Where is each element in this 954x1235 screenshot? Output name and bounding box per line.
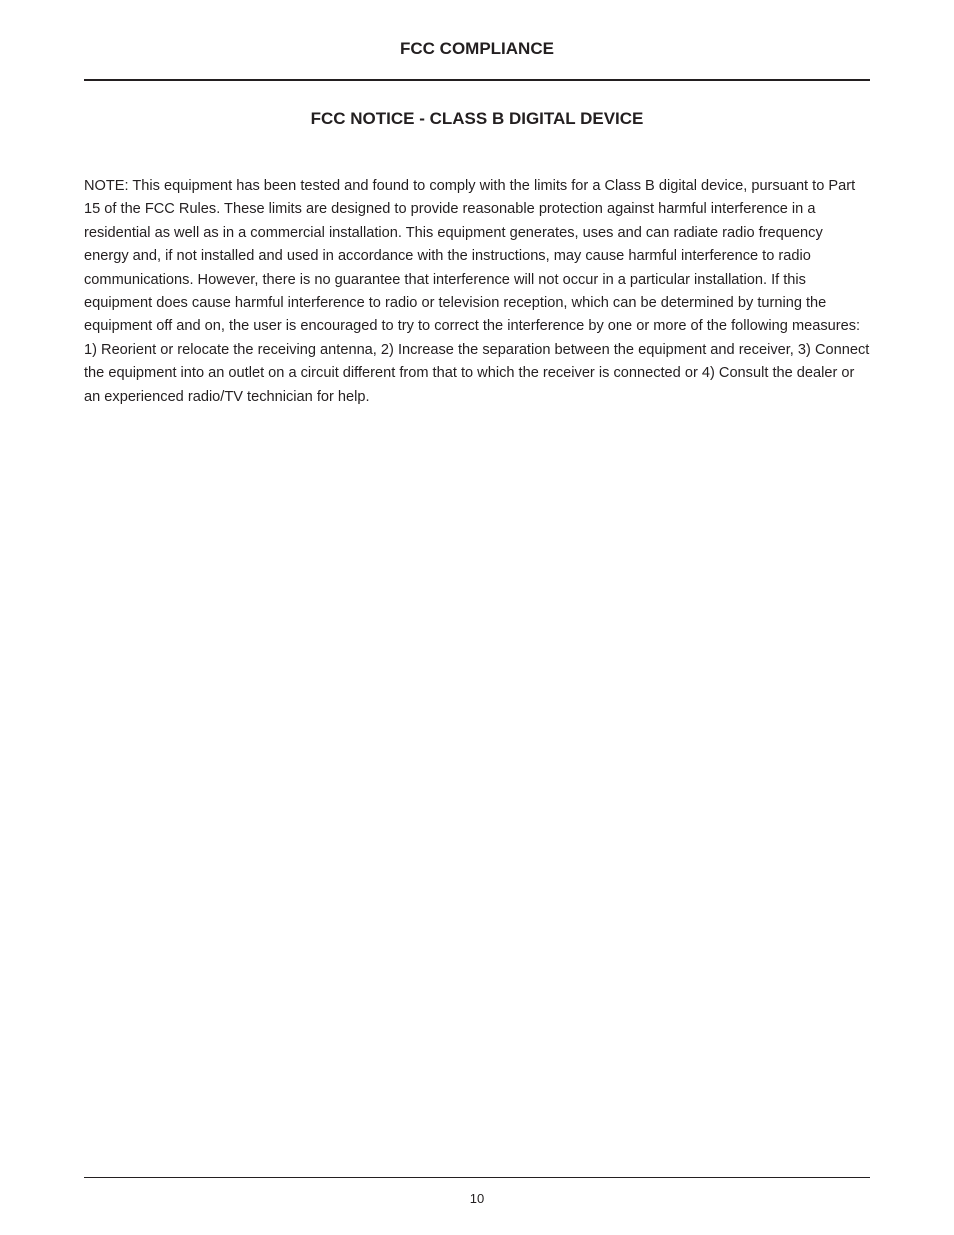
page-header-title: FCC COMPLIANCE xyxy=(400,39,554,58)
section-title: FCC NOTICE - CLASS B DIGITAL DEVICE xyxy=(310,109,644,128)
page-number: 10 xyxy=(469,1191,485,1206)
header-divider xyxy=(84,79,870,81)
footer-divider xyxy=(84,1177,870,1178)
fcc-notice-body: NOTE: This equipment has been tested and found to comply with the limits for a Class B digital device, pursuant to Part 15 of the FCC Rules. These limits are designed to provide reasonable protection against harmful interference in a residential as well as in a commercial installation. This equipment generates, uses and can radiate radio frequency energy and, if not installed and used in accordance with the instructions, may cause harmful interference to radio communications. However, there is no guarantee that interference will not occur in a particular installation. If this equipment does cause harmful interference to radio or television reception, which can be determined by turning the equipment off and on, the user is encouraged to try to correct the interference by one or more of the following measures: 1) Reorient or relocate the receiving antenna, 2) Increase the separation between the equipment and receiver, 3) Connect the equipment into an outlet on a circuit different from that to which the receiver is connected or 4) Consult the dealer or an experienced radio/TV technician for help. xyxy=(84,178,870,405)
